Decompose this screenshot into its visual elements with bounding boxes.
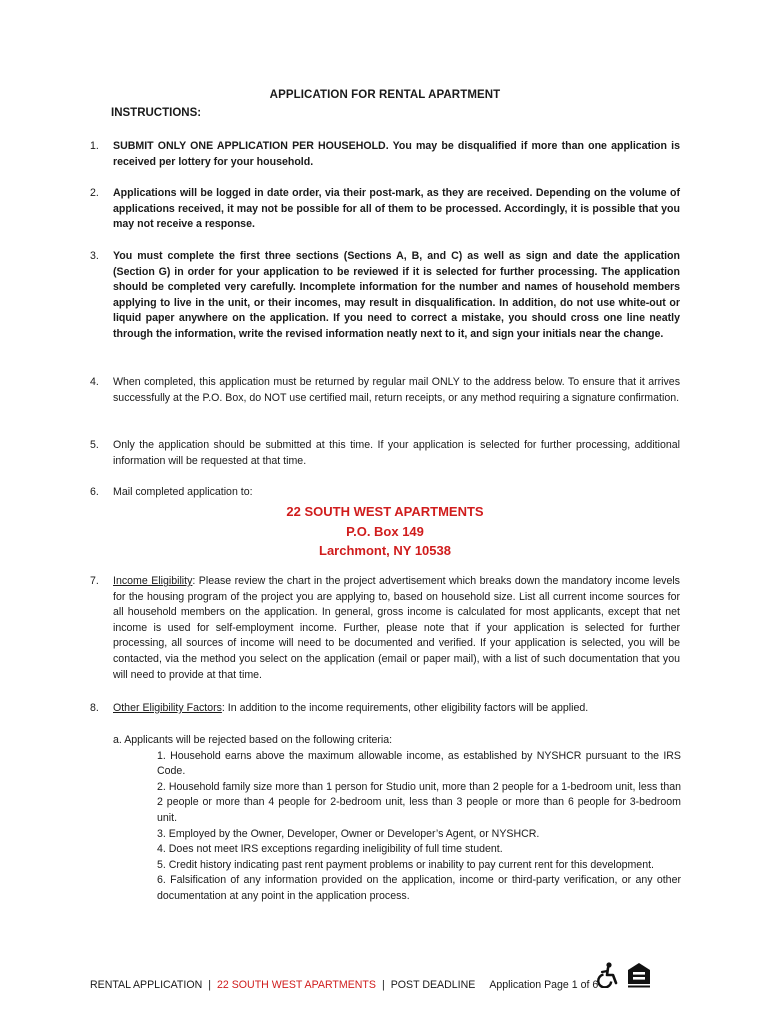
criterion-1: 1. Household earns above the maximum allowable income, as established by NYSHCR pursuant to the IRS Code.	[157, 749, 681, 778]
item-number: 1.	[90, 140, 99, 152]
item-number: 8.	[90, 702, 99, 714]
address-line-2: P.O. Box 149	[346, 523, 424, 539]
footer-page-number: Application Page 1 of 6	[489, 979, 599, 991]
other-eligibility-label: Other Eligibility Factors	[113, 702, 222, 714]
mailing-address	[0, 502, 770, 561]
rejection-intro: a. Applicants will be rejected based on the following criteria:	[113, 734, 393, 746]
instruction-item-5	[90, 438, 680, 469]
criterion-3: 3. Employed by the Owner, Developer, Owner or Developer’s Agent, or NYSHCR.	[157, 827, 540, 840]
footer-property-name: 22 SOUTH WEST APARTMENTS	[217, 979, 376, 991]
accessibility-icon	[594, 962, 618, 988]
footer-deadline-status: POST DEADLINE	[390, 979, 476, 991]
address-line-1: 22 SOUTH WEST APARTMENTS	[286, 504, 484, 519]
income-eligibility-text: : Please review the chart in the project advertisement which breaks down the mandatory income levels for the housing program of the project you are applying to, based on household size. List all current income sources for all household members on the application. In general, gross income is calculated for most applicants, except that net income is used for self-employment income. Further, please note that if your application is selected for further processing, all sources of income will need to be documented and verified. If your application is selected, you will be contacted, via the method you select on the application (email or paper mail), with a list of such documentation that you will need to provide at that time.	[113, 575, 680, 681]
instruction-item-2	[90, 186, 680, 233]
item-number: 6.	[90, 486, 99, 498]
instruction-item-4	[90, 375, 680, 406]
other-eligibility-text: : In addition to the income requirements, other eligibility factors will be applied.	[221, 702, 589, 714]
page-title: APPLICATION FOR RENTAL APARTMENT	[269, 89, 501, 101]
instruction-item-8	[90, 701, 680, 717]
instructions-heading: INSTRUCTIONS:	[111, 107, 202, 119]
footer-form-name: RENTAL APPLICATION	[90, 979, 203, 991]
instruction-item-3	[90, 249, 680, 343]
instruction-item-1	[90, 139, 680, 170]
criterion-4: 4. Does not meet IRS exceptions regarding ineligibility of full time student.	[157, 843, 503, 856]
item-text	[113, 574, 680, 683]
item-text	[113, 701, 680, 717]
item-text: Applications will be logged in date order, via their post-mark, as they are received. Depending on the volume of applications received, it may not be possible for all of them to be processed. Accordingly, it is possible that you may not receive a response.	[113, 187, 680, 231]
criterion-6: 6. Falsification of any information provided on the application, income or third-party verification, or any other documentation at any point in the application process.	[157, 874, 681, 902]
equal-housing-icon	[627, 962, 651, 988]
instruction-item-6	[90, 485, 680, 501]
criterion-2: 2. Household family size more than 1 person for Studio unit, more than 2 people for a 1-bedroom unit, less than 2 people or more than 4 people for 2-bedroom unit, less than 3 people or more than 6 people for 3-bedroom unit.	[157, 780, 681, 824]
footer-separator: |	[381, 979, 385, 991]
item-number: 4.	[90, 376, 99, 388]
item-number: 2.	[90, 187, 99, 199]
instruction-item-7	[90, 574, 680, 683]
item-number: 5.	[90, 439, 99, 451]
item-text: When completed, this application must be returned by regular mail ONLY to the address below. To ensure that it arrives successfully at the P.O. Box, do NOT use certified mail, return receipts, or any method requiring a signature confirmation.	[113, 376, 680, 404]
item-text: Only the application should be submitted at this time. If your application is selected for further processing, additional information will be requested at that time.	[113, 439, 680, 467]
footer-separator: |	[208, 979, 212, 991]
item-text: You must complete the first three sections (Sections A, B, and C) as well as sign and date the application (Section G) in order for your application to be reviewed if it is selected for further processing. The application should be completed very carefully. Incomplete information for the number and names of household members applying to live in the unit, or their incomes, may result in disqualification. In addition, do not use white-out or liquid paper anywhere on the application. If you need to correct a mistake, you should cross one line neatly through the information, write the revised information neatly next to it, and sign your initials near the change.	[113, 250, 680, 340]
criterion-5: 5. Credit history indicating past rent payment problems or inability to pay current rent for this development.	[157, 858, 654, 871]
item-number: 7.	[90, 575, 99, 587]
item-number: 3.	[90, 250, 99, 262]
income-eligibility-label: Income Eligibility	[113, 575, 193, 587]
address-line-3: Larchmont, NY 10538	[319, 543, 451, 558]
page-footer	[90, 979, 598, 991]
item-text: SUBMIT ONLY ONE APPLICATION PER HOUSEHOLD. You may be disqualified if more than one application is received per lottery for your household.	[113, 140, 680, 168]
item-text: Mail completed application to:	[113, 486, 253, 498]
rejection-criteria	[113, 733, 681, 905]
